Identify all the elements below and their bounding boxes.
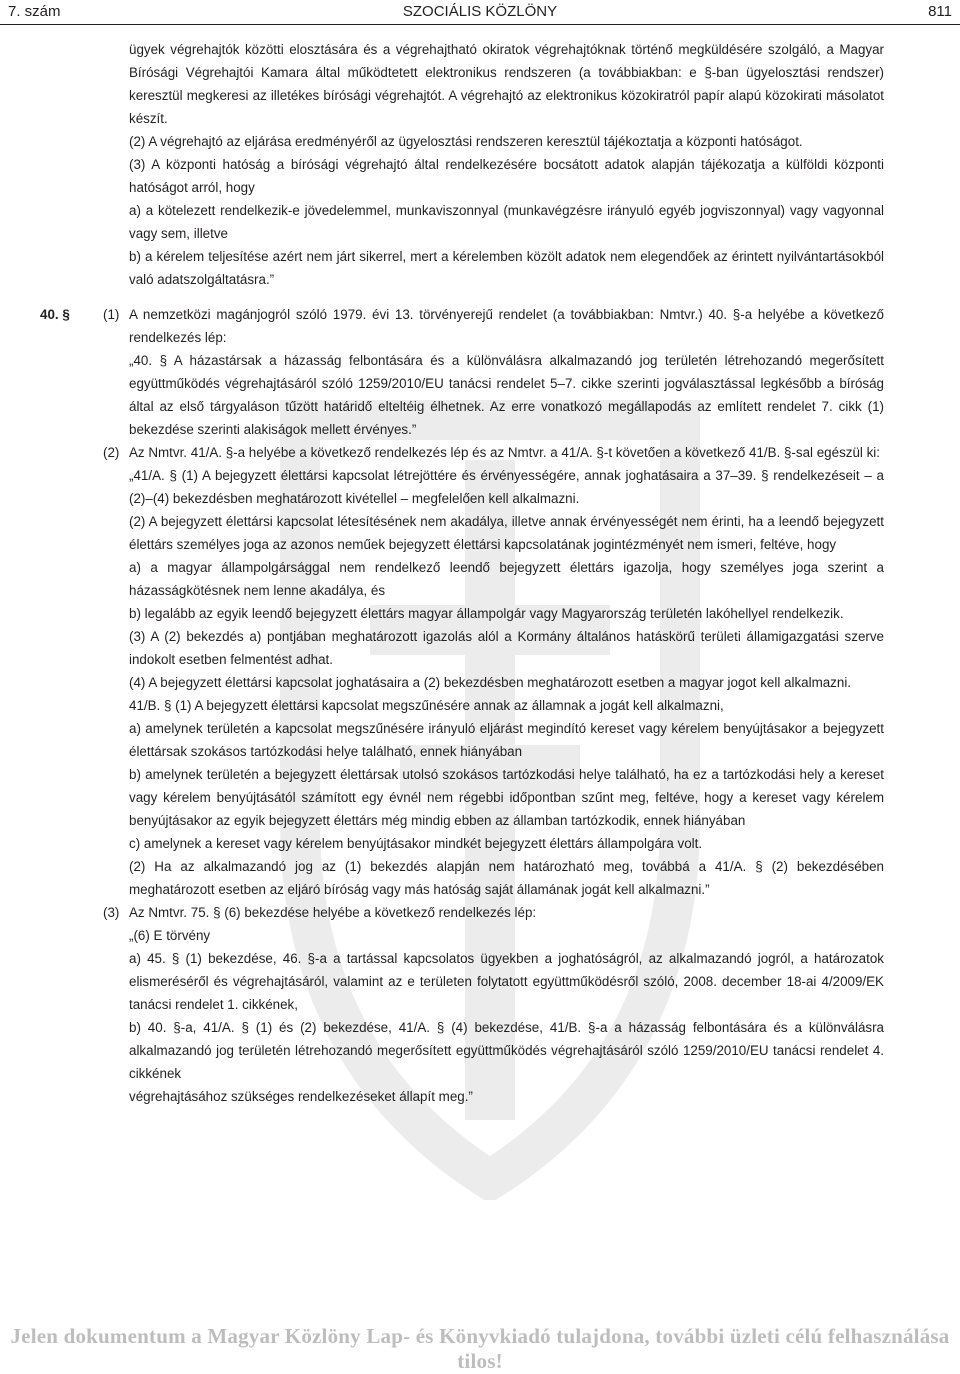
intro-paragraph-4: a) a kötelezett rendelkezik-e jövedelemmel, munkaviszonnyal (munkavégzésre irányuló egyéb jogviszonnyal) vagy vagyonnal vagy sem, illetve <box>129 203 884 241</box>
journal-title: SZOCIÁLIS KÖZLÖNY <box>402 3 558 20</box>
header-divider <box>0 24 960 25</box>
list-item: a) amelynek területén a kapcsolat megszűnésére irányuló eljárást megindító kereset vagy kérelem benyújtásakor a bejegyzett élettársak szokásos tartózkodási helye található, ennek hiányában <box>129 721 884 759</box>
subsection-3 <box>0 901 960 924</box>
page-header <box>0 0 960 24</box>
issue-number: 7. szám <box>8 3 61 20</box>
intro-paragraph-3: (3) A központi hatóság a bírósági végrehajtó által rendelkezésére bocsátott adatok alapján tájékozatja a külföldi központi hatóságot arról, hogy <box>129 157 884 195</box>
list-item: (2) A bejegyzett élettársi kapcsolat létesítésének nem akadálya, illetve annak érvényességét nem érinti, ha a leendő bejegyzett élettárs személyes joga az azonos neműek bejegyzett élettársi kapcsolatának jogintézményét nem ismeri, feltéve, hogy <box>129 514 884 552</box>
list-item: c) amelynek a kereset vagy kérelem benyújtásakor mindkét bejegyzett élettárs állampolgára volt. <box>129 836 703 851</box>
list-item: b) legalább az egyik leendő bejegyzett élettárs magyar állampolgár vagy Magyarország területén lakóhellyel rendelkezik. <box>129 606 844 621</box>
subsection-3-label: (3) <box>103 905 120 920</box>
intro-paragraph-1: ügyek végrehajtók közötti elosztására és a végrehajtható okiratok végrehajtóknak történő megküldésére szolgáló, a Magyar Bírósági Végrehajtói Kamara által működtetett elektronikus rendszeren (a továbbiakban: e §-ban ügyelosztási rendszer) keresztül megkeresi az illetékes bírósági végrehajtót. A végrehajtó az elektronikus közokiratról papír alapú közokirati másolatot készít. <box>129 42 884 126</box>
subsection-1-label: (1) <box>103 307 120 322</box>
list-item: a) a magyar állampolgársággal nem rendelkező leendő bejegyzett élettárs igazolja, hogy személyes joga szerint a házasságkötésnek nem lenne akadálya, és <box>129 560 884 598</box>
list-item: (2) Ha az alkalmazandó jog az (1) bekezdés alapján nem határozható meg, továbbá a 41/A. § (2) bekezdésében meghatározott esetben az eljáró bíróság vagy más hatóság saját államának jogát kell alkalmazni.” <box>129 859 884 897</box>
subsection-2 <box>0 441 960 464</box>
page-number: 811 <box>928 3 952 20</box>
subsection-2-text: Az Nmtvr. 41/A. §-a helyébe a következő rendelkezés lép és az Nmtvr. a 41/A. §-t követően a következő 41/B. §-sal egészül ki: <box>129 445 880 460</box>
subsection-3-text: Az Nmtvr. 75. § (6) bekezdése helyébe a következő rendelkezés lép: <box>129 905 537 920</box>
list-item: b) 40. §-a, 41/A. § (1) és (2) bekezdése, 41/A. § (4) bekezdése, 41/B. §-a a házasság felbontására és a különválásra alkalmazandó jog területén létrehozandó megerősített együttműködés végrehajtásáról szóló 1259/2010/EU tanácsi rendelet 4. cikkének <box>129 1020 884 1081</box>
intro-paragraph-5: b) a kérelem teljesítése azért nem járt sikerrel, mert a kérelemben közölt adatok nem elegendőek az érintett nyilvántartásokból való adatszolgáltatásra.” <box>129 249 884 287</box>
document-body <box>0 38 960 1108</box>
list-item: b) amelynek területén a bejegyzett élettársak utolsó szokásos tartózkodási helye található, ha ez a tartózkodási hely a kereset vagy kérelem benyújtásától számított egy évnél nem régebbi időpontban szűnt meg, feltéve, hogy a kereset vagy kérelem benyújtásakor az egyik bejegyzett élettárs még mindig ebben az államban tartózkodik, ennek hiányában <box>129 767 884 828</box>
section-number: 40. § <box>40 307 70 322</box>
subsection-1-text: A nemzetközi magánjogról szóló 1979. évi 13. törvényerejű rendelet (a továbbiakban: Nmtvr.) 40. §-a helyébe a következő rendelkezés lép: <box>129 307 884 345</box>
list-item: 41/B. § (1) A bejegyzett élettársi kapcsolat megszűnésére annak az államnak a jogát kell alkalmazni, <box>129 698 724 713</box>
list-item: „41/A. § (1) A bejegyzett élettársi kapcsolat létrejöttére és érvényességére, annak joghatásaira a 37–39. § rendelkezéseit – a (2)–(4) bekezdésben meghatározott kivétellel – megfelelően kell alkalmazni. <box>129 468 884 506</box>
list-item: (3) A (2) bekezdés a) pontjában meghatározott igazolás alól a Kormány általános hatáskörű területi államigazgatási szerve indokolt esetben felmentést adhat. <box>129 629 884 667</box>
subsection-2-label: (2) <box>103 445 120 460</box>
list-item: „(6) E törvény <box>129 928 211 943</box>
section-40-quote: „40. § A házastársak a házasság felbontására és a különválásra alkalmazandó jog területén létrehozandó megerősített együttműködés végrehajtásáról szóló 1259/2010/EU tanácsi rendelet 5–7. cikke szerinti jogválasztással legkésőbb a bíróság által az első tárgyaláson tűzött határidő elteltéig élhetnek. Az erre vonatkozó megállapodás az említett rendelet 7. cikk (1) bekezdése szerinti alakiságok mellett érvényes.” <box>129 353 884 437</box>
list-item: végrehajtásához szükséges rendelkezéseket állapít meg.” <box>129 1089 473 1104</box>
intro-paragraph-2: (2) A végrehajtó az eljárása eredményéről az ügyelosztási rendszeren keresztül tájékoztatja a központi hatóságot. <box>129 134 803 149</box>
list-item: a) 45. § (1) bekezdése, 46. §-a a tartással kapcsolatos ügyekben a joghatóságról, az alkalmazandó jogról, a határozatok elismeréséről és végrehajtásáról, valamint az e területen folytatott együttműködésről szóló, 2008. december 18-ai 4/2009/EK tanácsi rendelet 1. cikkének, <box>129 951 884 1012</box>
section-40 <box>0 303 960 349</box>
list-item: (4) A bejegyzett élettársi kapcsolat joghatásaira a (2) bekezdésben meghatározott esetben a magyar jogot kell alkalmazni. <box>129 675 852 690</box>
copyright-notice: Jelen dokumentum a Magyar Közlöny Lap- és Könyvkiadó tulajdona, további üzleti célú felhasználása tilos! <box>10 1324 950 1373</box>
